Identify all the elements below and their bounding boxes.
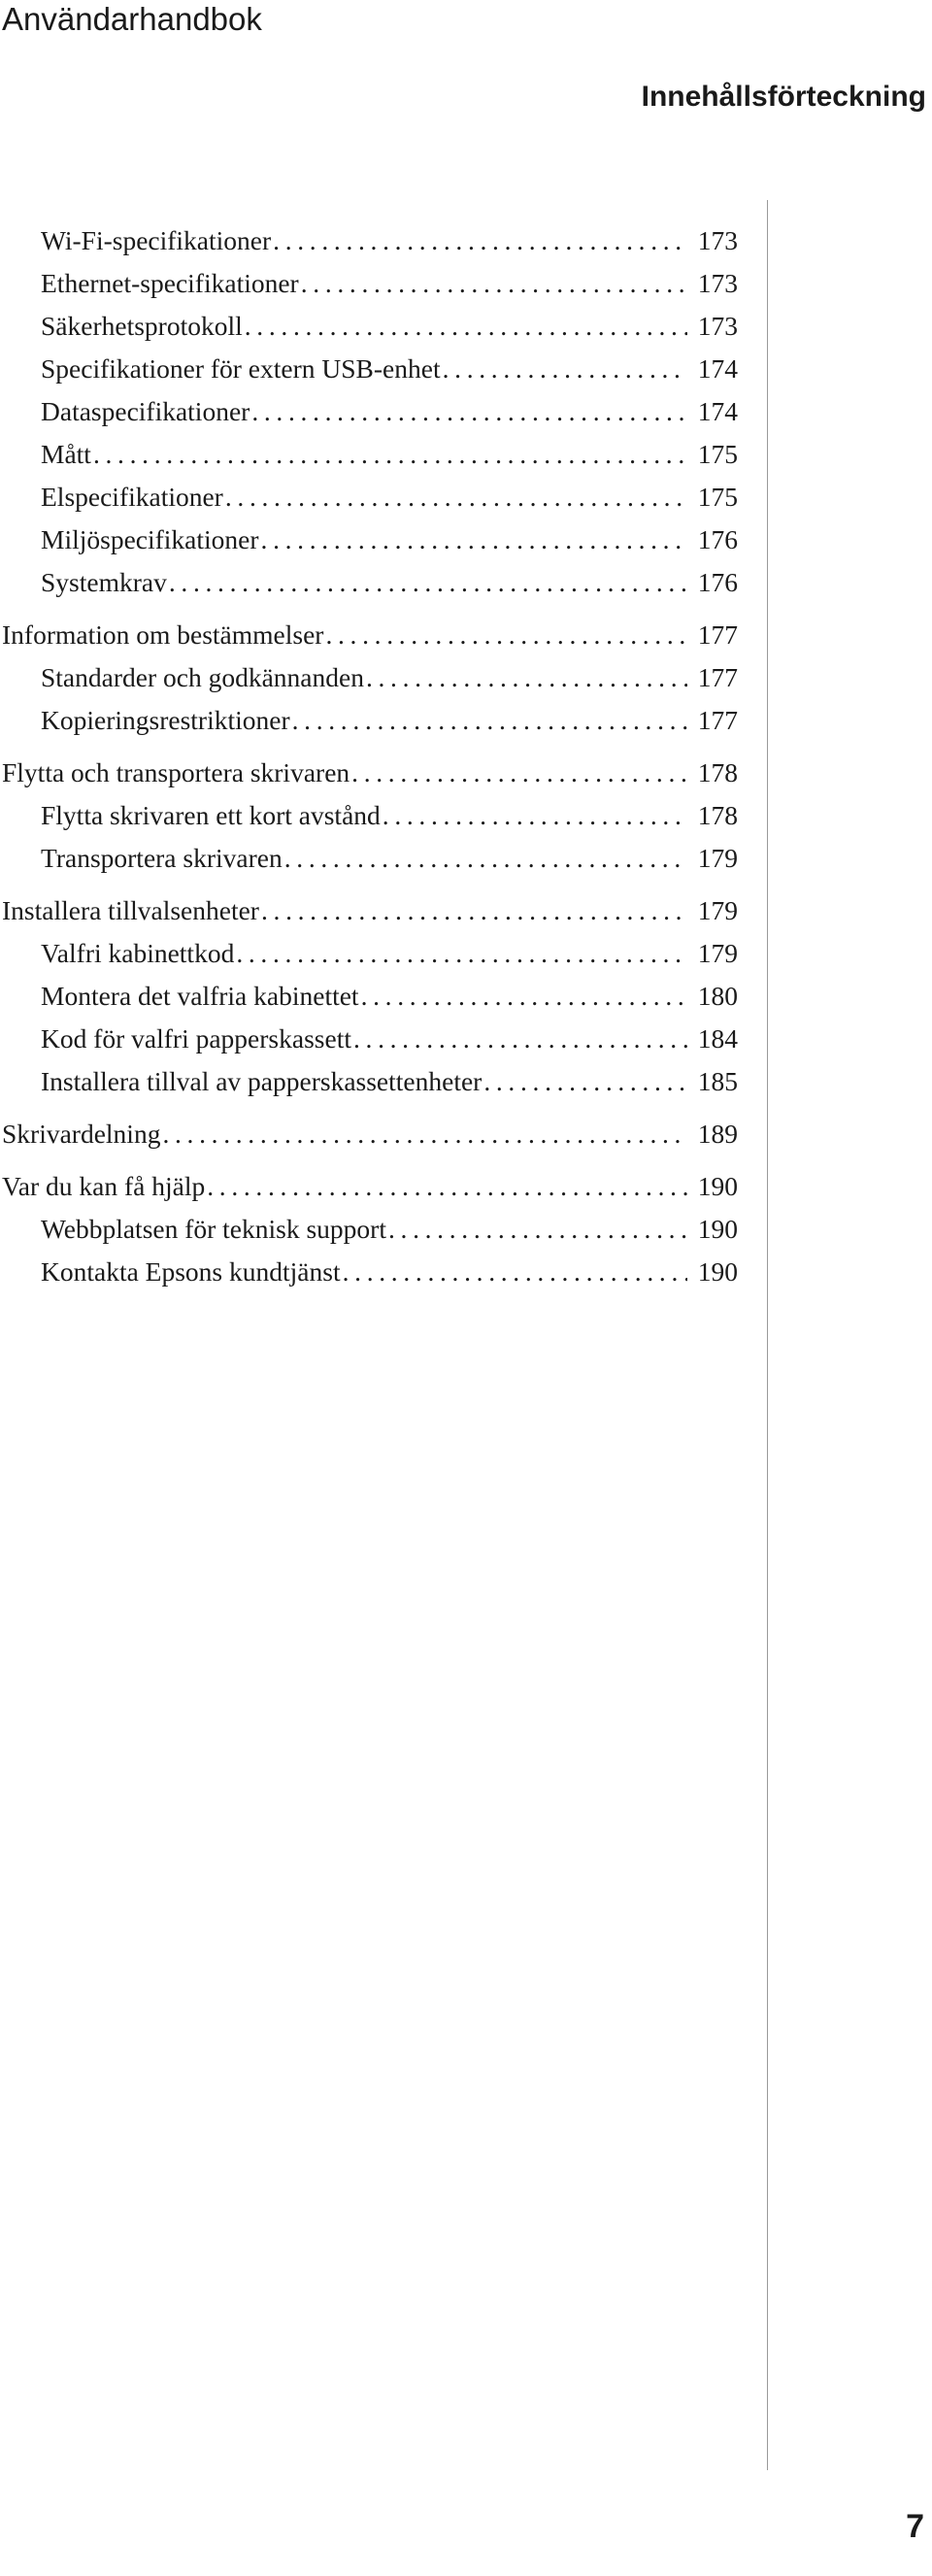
- toc-dot-leader: [350, 752, 687, 794]
- toc-entry-label: Systemkrav: [41, 567, 167, 597]
- toc-dot-leader: [323, 614, 687, 656]
- toc-entry-label: Ethernet-specifikationer: [41, 268, 299, 298]
- toc-entry[interactable]: [0, 519, 738, 561]
- section-title: Innehållsförteckning: [641, 81, 926, 113]
- toc-entry[interactable]: [0, 219, 738, 262]
- toc-entry[interactable]: [0, 932, 738, 975]
- column-divider: [767, 200, 768, 2470]
- toc-entry-label: Specifikationer för extern USB-enhet: [41, 353, 441, 384]
- toc-dot-leader: [223, 476, 687, 519]
- toc-entry-label: Kontakta Epsons kundtjänst: [41, 1256, 341, 1287]
- toc-entry-page: 179: [697, 938, 738, 968]
- document-title: Användarhandbok: [2, 1, 262, 37]
- toc-entry[interactable]: [0, 1113, 738, 1155]
- toc-entry-label: Montera det valfria kabinettet: [41, 981, 359, 1011]
- toc-entry-page: 179: [697, 895, 738, 925]
- toc-entry[interactable]: [0, 794, 738, 837]
- toc-entry-page: 178: [697, 800, 738, 830]
- toc-dot-leader: [91, 433, 687, 476]
- toc-entry[interactable]: [0, 889, 738, 932]
- toc-entry-page: 190: [697, 1214, 738, 1244]
- toc-dot-leader: [441, 348, 687, 390]
- toc-dot-leader: [364, 656, 687, 699]
- toc-entry-label: Kod för valfri papperskassett: [41, 1023, 351, 1054]
- toc-entry-label: Skrivardelning: [2, 1119, 161, 1149]
- toc-entry-page: 174: [697, 396, 738, 426]
- toc-dot-leader: [234, 932, 687, 975]
- toc-dot-leader: [381, 794, 687, 837]
- toc-entry-label: Elspecifikationer: [41, 482, 223, 512]
- toc-entry-page: 176: [697, 567, 738, 597]
- toc-dot-leader: [243, 305, 687, 348]
- toc-entry-label: Information om bestämmelser: [2, 619, 324, 650]
- toc-entry-label: Transportera skrivaren: [41, 843, 283, 873]
- toc-dot-leader: [271, 219, 687, 262]
- toc-entry-label: Kopieringsrestriktioner: [41, 705, 290, 735]
- toc-entry[interactable]: [0, 975, 738, 1018]
- toc-entry-page: 178: [697, 757, 738, 787]
- toc-entry[interactable]: [0, 348, 738, 390]
- toc-dot-leader: [351, 1018, 687, 1060]
- toc-entry-label: Flytta skrivaren ett kort avstånd: [41, 800, 381, 830]
- toc-entry-label: Installera tillvalsenheter: [2, 895, 259, 925]
- toc-entry-label: Dataspecifikationer: [41, 396, 250, 426]
- toc-entry[interactable]: [0, 433, 738, 476]
- toc-entry-label: Installera tillval av papperskassettenheter: [41, 1066, 483, 1096]
- toc-dot-leader: [283, 837, 687, 880]
- toc-entry-page: 184: [697, 1023, 738, 1054]
- toc-entry-label: Wi-Fi-specifikationer: [41, 225, 272, 255]
- toc-entry[interactable]: [0, 1208, 738, 1251]
- toc-entry[interactable]: [0, 614, 738, 656]
- toc-dot-leader: [386, 1208, 687, 1251]
- toc-entry-label: Flytta och transportera skrivaren: [2, 757, 350, 787]
- toc-dot-leader: [299, 262, 687, 305]
- toc-entry-page: 185: [697, 1066, 738, 1096]
- toc-entry-label: Var du kan få hjälp: [2, 1171, 206, 1201]
- toc-entry-page: 173: [697, 311, 738, 341]
- toc-entry-label: Webbplatsen för teknisk support: [41, 1214, 386, 1244]
- toc-entry[interactable]: [0, 1018, 738, 1060]
- toc-entry-page: 179: [697, 843, 738, 873]
- toc-entry-page: 190: [697, 1171, 738, 1201]
- toc-dot-leader: [341, 1251, 687, 1293]
- table-of-contents: [0, 219, 738, 1293]
- toc-entry[interactable]: [0, 262, 738, 305]
- toc-entry-page: 174: [697, 353, 738, 384]
- toc-entry[interactable]: [0, 561, 738, 604]
- toc-dot-leader: [205, 1165, 687, 1208]
- toc-entry[interactable]: [0, 656, 738, 699]
- toc-entry-page: 177: [697, 662, 738, 692]
- toc-entry[interactable]: [0, 699, 738, 742]
- toc-entry-page: 173: [697, 268, 738, 298]
- toc-entry[interactable]: [0, 752, 738, 794]
- toc-entry[interactable]: [0, 305, 738, 348]
- toc-entry[interactable]: [0, 1060, 738, 1103]
- toc-entry[interactable]: [0, 1251, 738, 1293]
- toc-dot-leader: [290, 699, 687, 742]
- toc-entry-label: Miljöspecifikationer: [41, 524, 259, 554]
- page-number: 7: [906, 2508, 924, 2545]
- toc-entry-page: 177: [697, 619, 738, 650]
- toc-entry[interactable]: [0, 837, 738, 880]
- toc-entry-page: 177: [697, 705, 738, 735]
- toc-entry[interactable]: [0, 390, 738, 433]
- toc-entry-label: Mått: [41, 439, 91, 469]
- toc-dot-leader: [250, 390, 687, 433]
- toc-entry-page: 175: [697, 482, 738, 512]
- toc-entry-label: Valfri kabinettkod: [41, 938, 235, 968]
- toc-entry-page: 176: [697, 524, 738, 554]
- toc-dot-leader: [167, 561, 687, 604]
- toc-entry-page: 175: [697, 439, 738, 469]
- toc-entry-label: Säkerhetsprotokoll: [41, 311, 243, 341]
- toc-dot-leader: [359, 975, 687, 1018]
- toc-entry[interactable]: [0, 476, 738, 519]
- toc-dot-leader: [259, 889, 687, 932]
- toc-entry-page: 189: [697, 1119, 738, 1149]
- toc-entry[interactable]: [0, 1165, 738, 1208]
- toc-dot-leader: [482, 1060, 687, 1103]
- toc-entry-page: 180: [697, 981, 738, 1011]
- toc-entry-page: 173: [697, 225, 738, 255]
- toc-entry-page: 190: [697, 1256, 738, 1287]
- toc-entry-label: Standarder och godkännanden: [41, 662, 364, 692]
- toc-dot-leader: [160, 1113, 687, 1155]
- toc-dot-leader: [259, 519, 687, 561]
